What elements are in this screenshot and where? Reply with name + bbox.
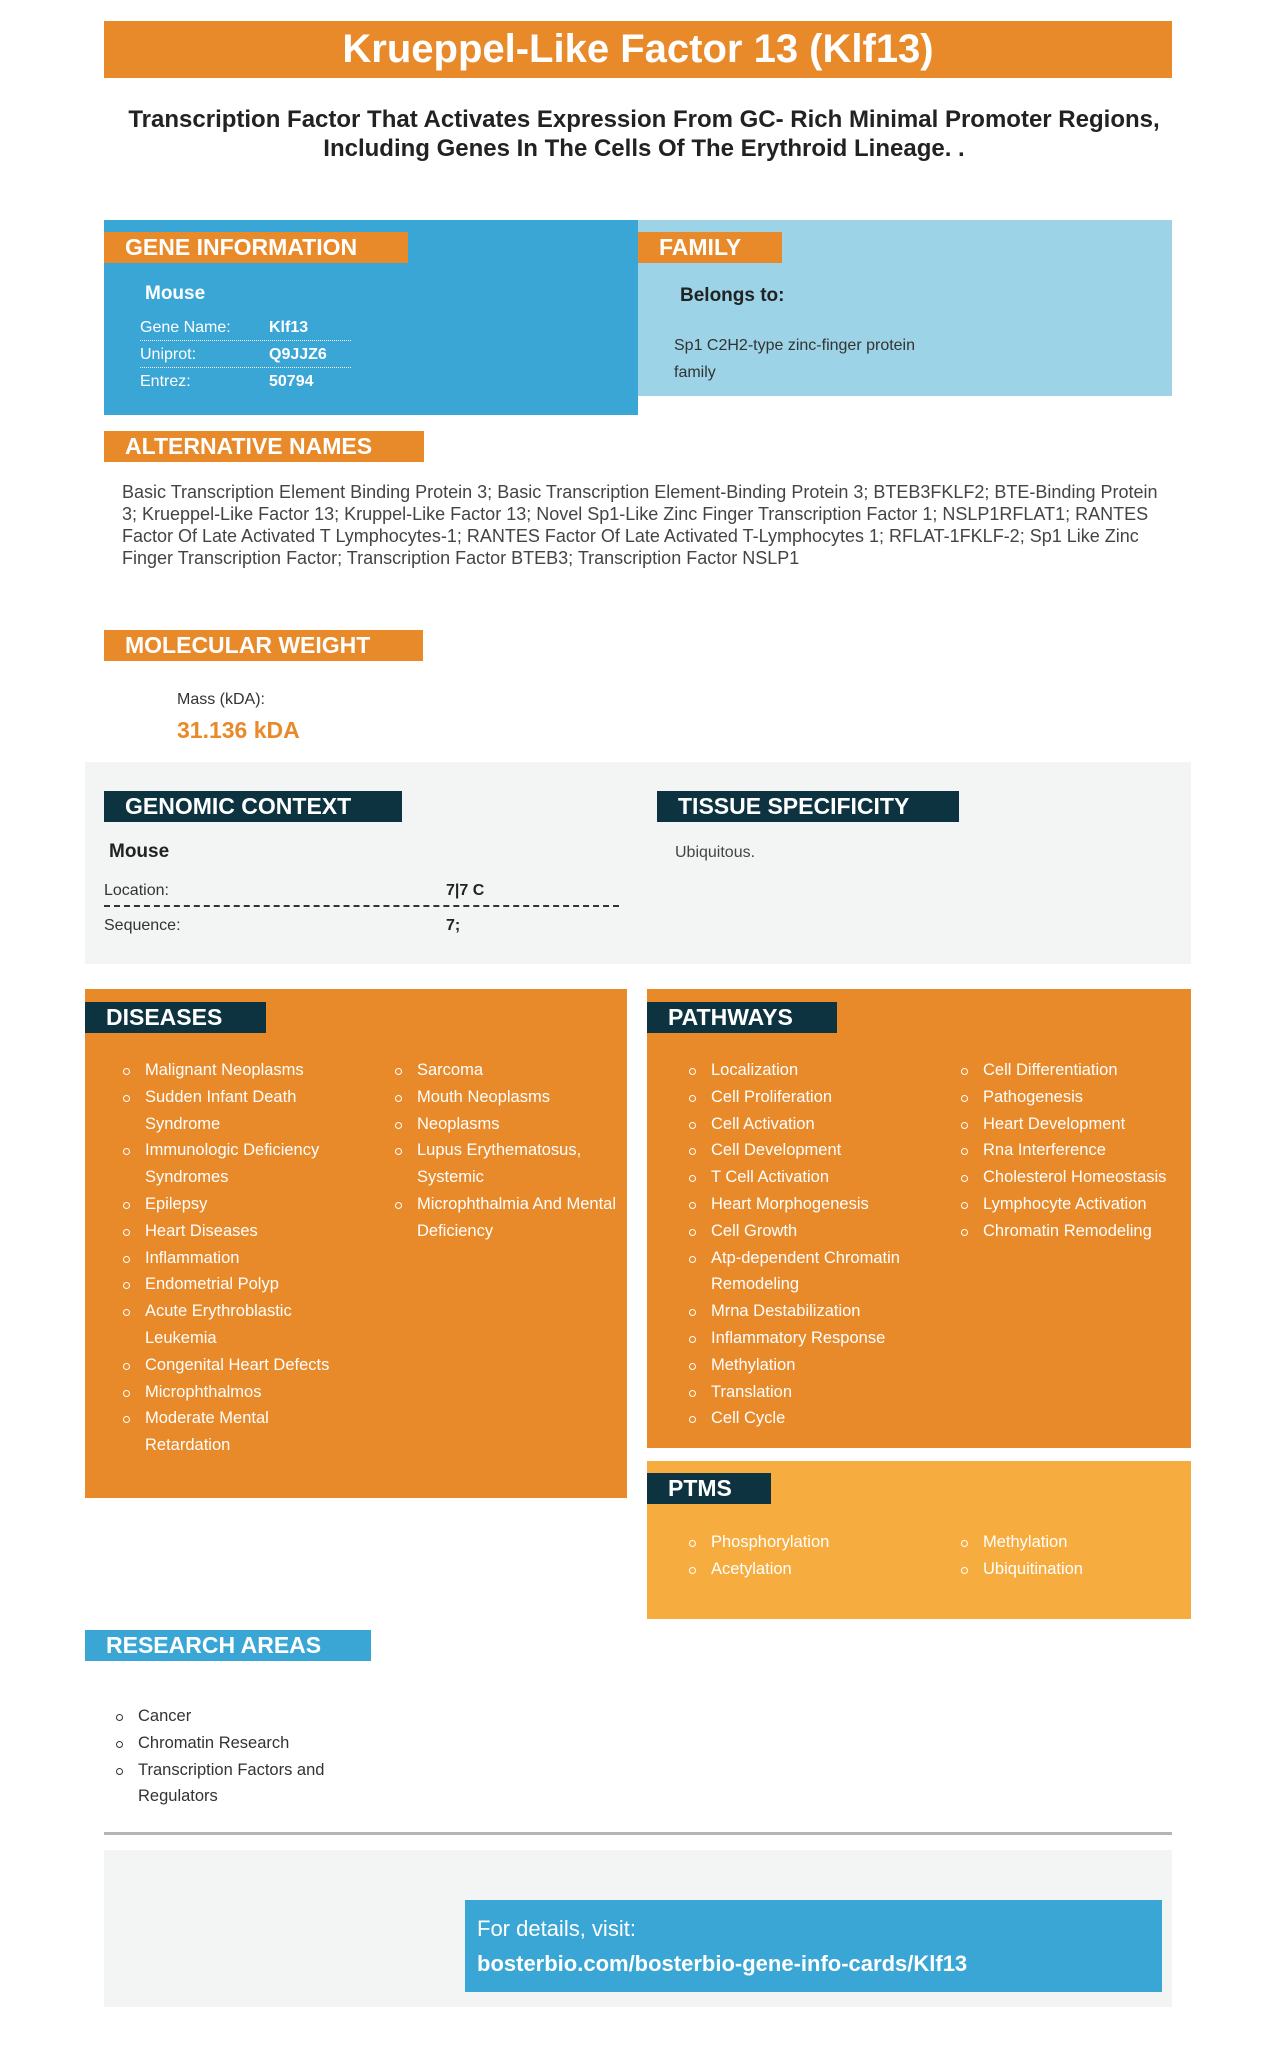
list-item: Acute Erythroblastic Leukemia: [121, 1298, 353, 1352]
sequence-label: Sequence:: [104, 917, 181, 934]
list-item: Malignant Neoplasms: [121, 1057, 353, 1084]
ptms-heading: PTMS: [647, 1473, 771, 1504]
entrez-label: Entrez:: [140, 373, 191, 390]
list-item: Sudden Infant Death Syndrome: [121, 1084, 353, 1138]
family-belongs-label: Belongs to:: [680, 285, 785, 306]
research-areas-list: [114, 1703, 364, 1810]
list-item: Microphthalmia And Mental Deficiency: [393, 1191, 625, 1245]
alternative-names-heading: ALTERNATIVE NAMES: [104, 431, 424, 462]
list-item: Mouth Neoplasms: [393, 1084, 625, 1111]
page-title: Krueppel-Like Factor 13 (Klf13): [104, 21, 1172, 78]
details-callout[interactable]: [465, 1900, 1162, 1992]
list-item: Methylation: [959, 1529, 1189, 1556]
pathways-heading: PATHWAYS: [647, 1002, 837, 1033]
molecular-weight-heading: MOLECULAR WEIGHT: [104, 630, 423, 661]
details-label: For details, visit:: [477, 1916, 636, 1941]
list-item: Cell Development: [687, 1137, 927, 1164]
tissue-specificity-heading: TISSUE SPECIFICITY: [657, 791, 959, 822]
list-item: Cell Growth: [687, 1218, 927, 1245]
page-subtitle: Transcription Factor That Activates Expression From GC- Rich Minimal Promoter Regions, Including Genes In The Cells Of The Erythroid Lineage. .: [128, 106, 1160, 162]
list-item: Acetylation: [687, 1556, 927, 1583]
list-item: Atp-dependent Chromatin Remodeling: [687, 1245, 927, 1299]
list-item: Cell Proliferation: [687, 1084, 927, 1111]
list-item: Endometrial Polyp: [121, 1271, 353, 1298]
list-item: Methylation: [687, 1352, 927, 1379]
diseases-list-col2: [393, 1057, 625, 1245]
list-item: Transcription Factors and Regulators: [114, 1757, 364, 1811]
mass-value: 31.136 kDA: [177, 717, 300, 743]
list-item: Cell Differentiation: [959, 1057, 1189, 1084]
uniprot-row: [140, 341, 351, 368]
ptms-list-col2: [959, 1529, 1189, 1583]
list-item: Localization: [687, 1057, 927, 1084]
list-item: Chromatin Remodeling: [959, 1218, 1189, 1245]
gene-name-row: [140, 314, 351, 341]
list-item: Ubiquitination: [959, 1556, 1189, 1583]
list-item: Cholesterol Homeostasis: [959, 1164, 1189, 1191]
list-item: Cancer: [114, 1703, 364, 1730]
list-item: Microphthalmos: [121, 1379, 353, 1406]
gene-information-panel: [104, 220, 638, 415]
list-item: Phosphorylation: [687, 1529, 927, 1556]
list-item: Lupus Erythematosus, Systemic: [393, 1137, 625, 1191]
diseases-panel: [85, 989, 627, 1498]
list-item: Heart Diseases: [121, 1218, 353, 1245]
list-item: Neoplasms: [393, 1111, 625, 1138]
tissue-specificity-text: Ubiquitous.: [675, 844, 756, 861]
sequence-row: [104, 909, 619, 942]
list-item: Cell Activation: [687, 1111, 927, 1138]
diseases-heading: DISEASES: [85, 1002, 266, 1033]
details-link[interactable]: bosterbio.com/bosterbio-gene-info-cards/Klf13: [477, 1951, 968, 1976]
list-item: Cell Cycle: [687, 1405, 927, 1432]
list-item: Chromatin Research: [114, 1730, 364, 1757]
uniprot-value: Q9JJZ6: [269, 346, 327, 363]
family-heading: FAMILY: [638, 232, 782, 263]
list-item: Lymphocyte Activation: [959, 1191, 1189, 1218]
location-value: 7|7 C: [446, 882, 485, 899]
pathways-list-col1: [687, 1057, 927, 1432]
pathways-panel: [647, 989, 1191, 1448]
list-item: Translation: [687, 1379, 927, 1406]
entrez-row: [140, 368, 351, 395]
list-item: T Cell Activation: [687, 1164, 927, 1191]
list-item: Pathogenesis: [959, 1084, 1189, 1111]
gene-name-value: Klf13: [269, 319, 309, 336]
list-item: Moderate Mental Retardation: [121, 1405, 353, 1459]
gene-information-heading: GENE INFORMATION: [104, 232, 408, 263]
ptms-panel: [647, 1461, 1191, 1619]
pathways-list-col2: [959, 1057, 1189, 1245]
mass-label: Mass (kDA):: [177, 691, 265, 708]
gene-organism: Mouse: [145, 283, 206, 304]
ptms-list-col1: [687, 1529, 927, 1583]
list-item: Mrna Destabilization: [687, 1298, 927, 1325]
list-item: Congenital Heart Defects: [121, 1352, 353, 1379]
diseases-list-col1: [121, 1057, 353, 1459]
footer-divider: [104, 1832, 1172, 1835]
research-areas-heading: RESEARCH AREAS: [85, 1630, 371, 1661]
list-item: Sarcoma: [393, 1057, 625, 1084]
gene-name-label: Gene Name:: [140, 319, 231, 336]
list-item: Inflammation: [121, 1245, 353, 1272]
list-item: Heart Development: [959, 1111, 1189, 1138]
uniprot-label: Uniprot:: [140, 346, 197, 363]
location-row: [104, 874, 619, 907]
list-item: Inflammatory Response: [687, 1325, 927, 1352]
list-item: Epilepsy: [121, 1191, 353, 1218]
location-label: Location:: [104, 882, 169, 899]
list-item: Immunologic Deficiency Syndromes: [121, 1137, 353, 1191]
list-item: Heart Morphogenesis: [687, 1191, 927, 1218]
genomic-organism: Mouse: [109, 841, 170, 862]
list-item: Rna Interference: [959, 1137, 1189, 1164]
entrez-value: 50794: [269, 373, 314, 390]
alternative-names-text: Basic Transcription Element Binding Protein 3; Basic Transcription Element-Binding Protein 3; BTEB3FKLF2; BTE-Binding Protein 3; Krueppel-Like Factor 13; Kruppel-Like Factor 13; Novel Sp1-Like Zinc Finger Transcription Factor 1; NSLP1RFLAT1; RANTES Factor Of Late Activated T Lymphocytes-1; RANTES Factor Of Late Activated T-Lymphocytes 1; RFLAT-1FKLF-2; Sp1 Like Zinc Finger Transcription Factor; Transcription Factor BTEB3; Transcription Factor NSLP1: [122, 482, 1158, 568]
family-text: Sp1 C2H2-type zinc-finger protein family: [674, 337, 916, 381]
sequence-value: 7;: [446, 917, 461, 934]
genomic-context-heading: GENOMIC CONTEXT: [104, 791, 402, 822]
